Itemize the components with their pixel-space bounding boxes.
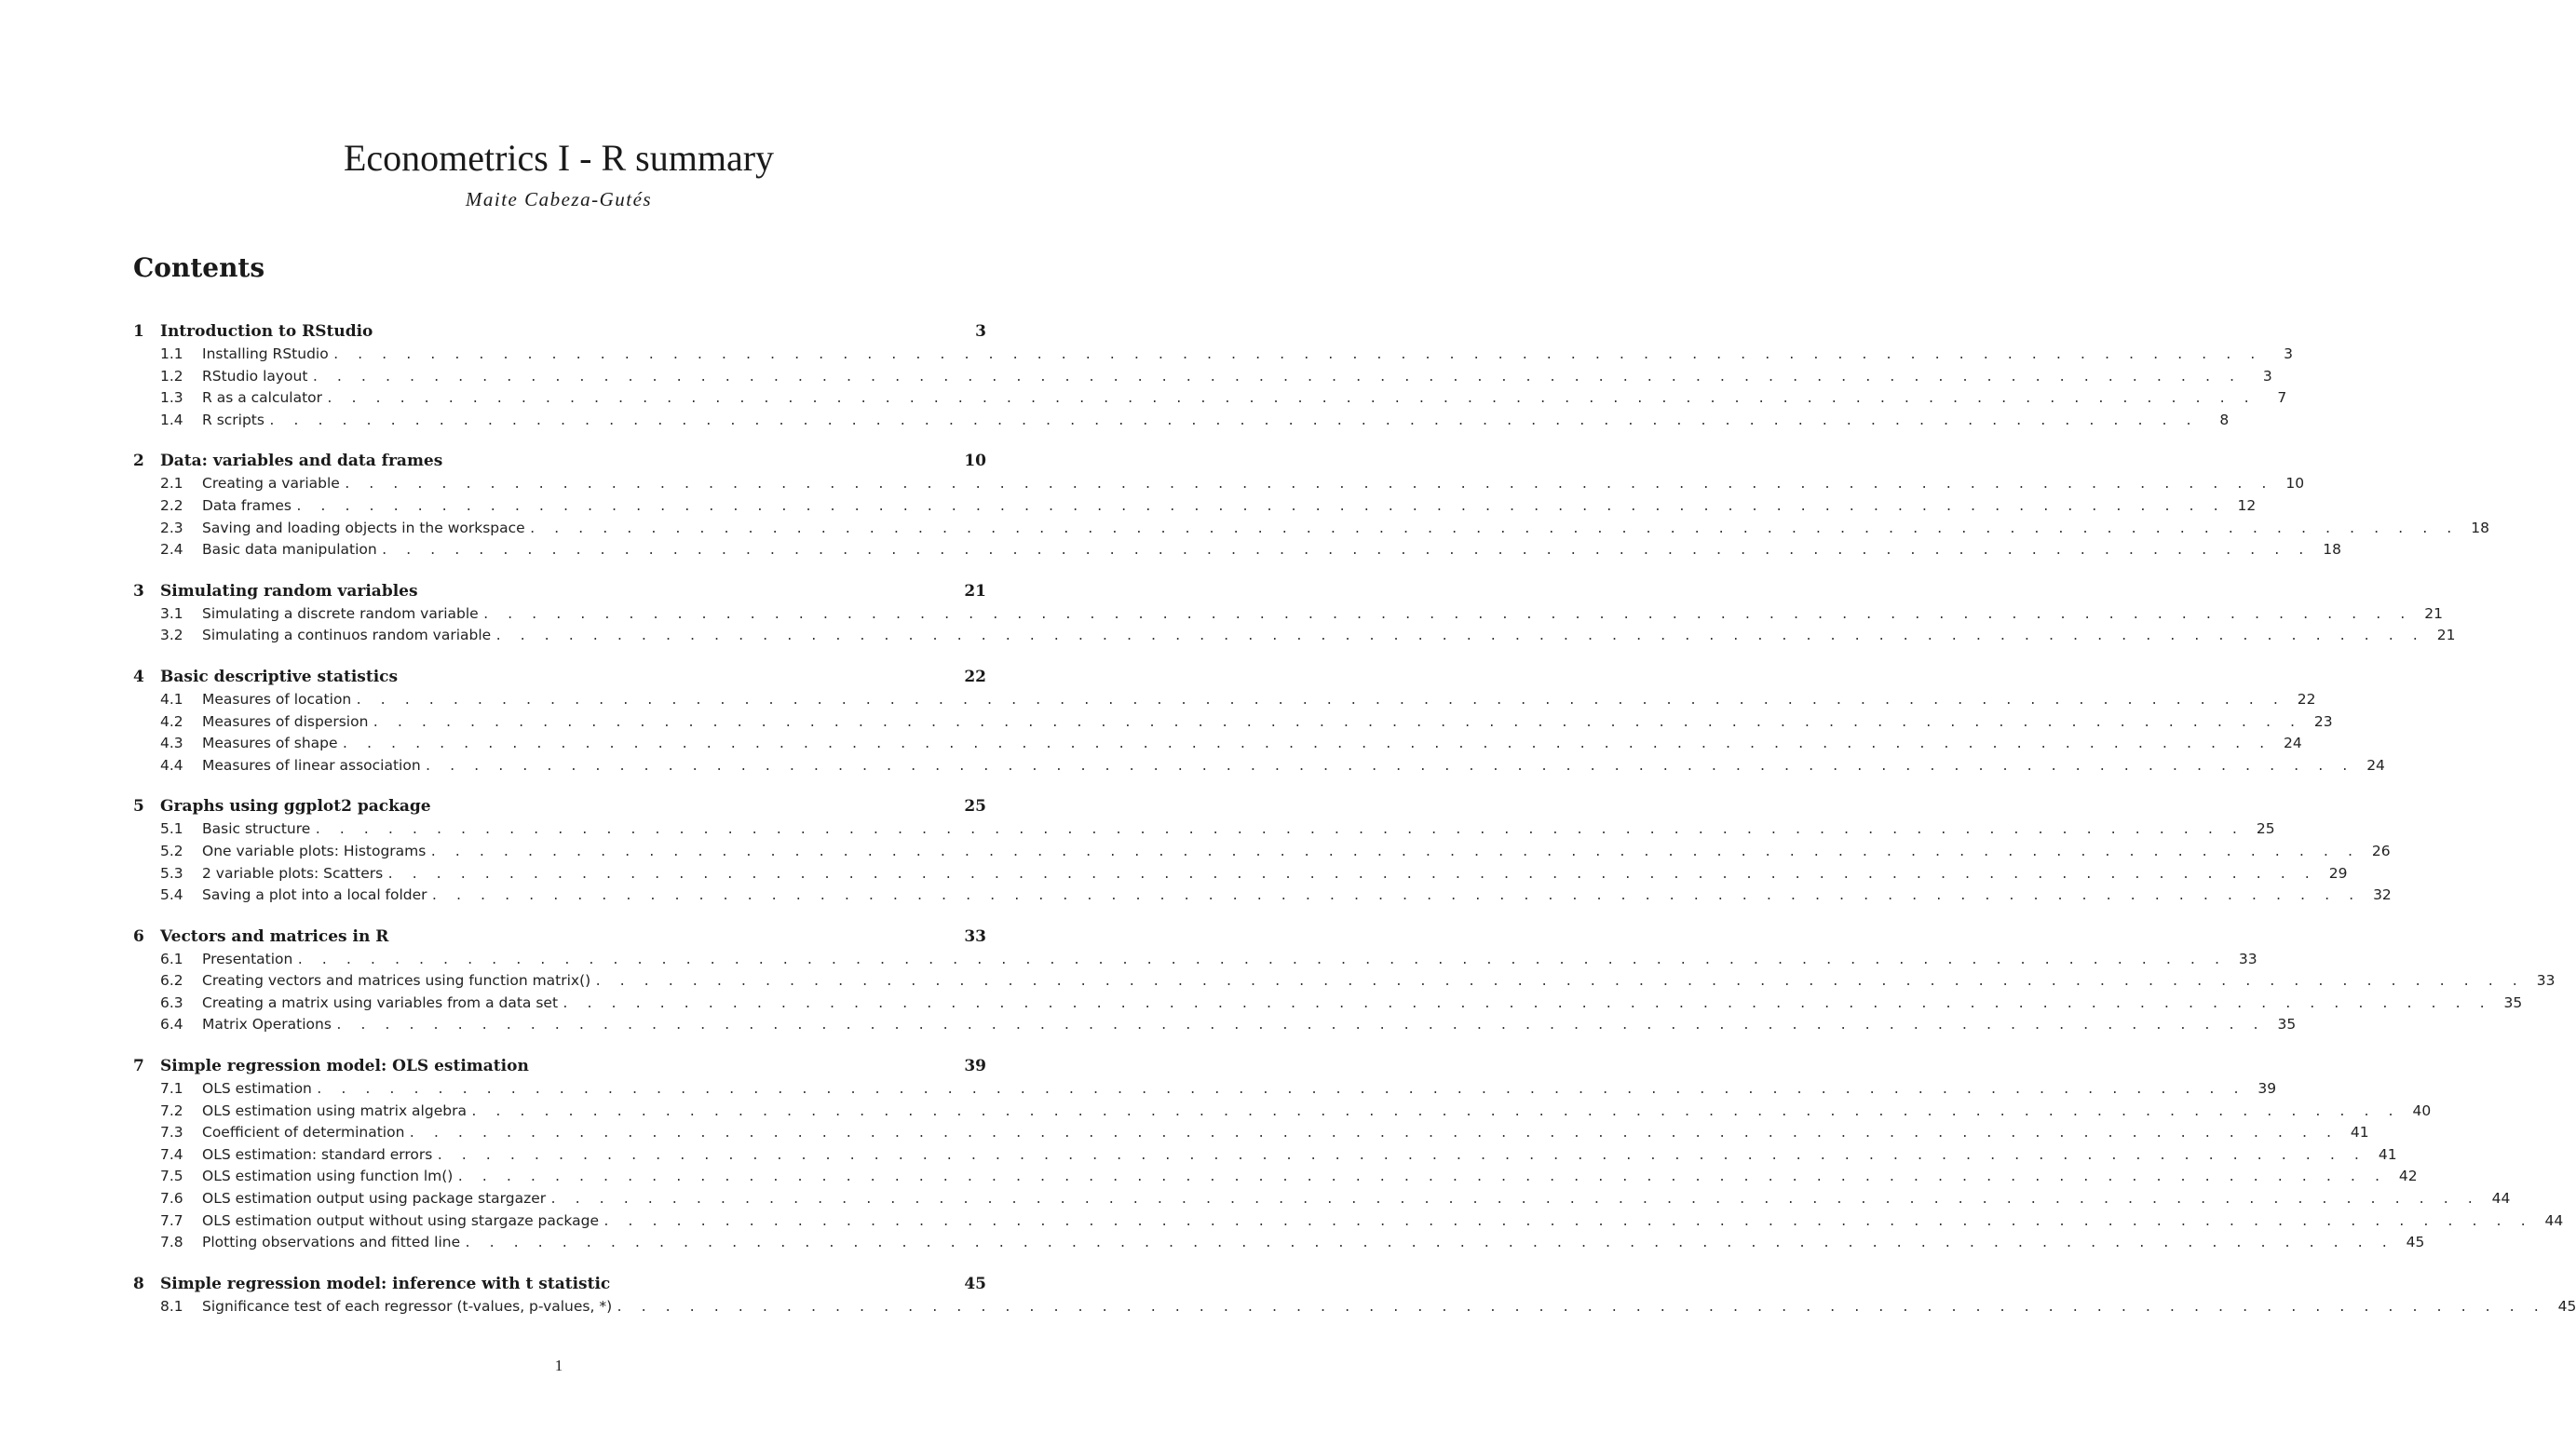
toc-subsection-number: 2.1 <box>160 475 183 493</box>
toc-subsection-number: 4.1 <box>160 690 183 708</box>
toc-subsection-entry[interactable] <box>133 993 2523 1015</box>
toc-subsection-number: 6.1 <box>160 950 183 967</box>
toc-subsection-entry[interactable] <box>133 885 2392 907</box>
toc-section <box>133 1054 2564 1254</box>
toc-subsection-entry[interactable] <box>133 1210 2564 1233</box>
toc-subsection-number: 5.4 <box>160 886 183 904</box>
dot-leader: . . . . . . . . . . . . . . . . . . . . . . . . . . . . . . . . . . . . . . . . . . . . . . . . . . . . . . . . . . . . . . . . . . . . . . . . . . . . . . . . <box>267 413 2198 428</box>
toc-subsection-number: 4.4 <box>160 756 183 774</box>
dot-leader: . . . . . . . . . . . . . . . . . . . . . . . . . . . . . . . . . . . . . . . . . . . . . . . . . . . . . . . . . . . . . . . . . . . . . . . . . . . . . . . . <box>296 953 2226 967</box>
toc-section-number: 4 <box>133 667 144 686</box>
toc-subsection-number: 4.2 <box>160 712 183 730</box>
toc-subsection-title: R as a calculator <box>202 389 323 407</box>
toc-subsection-title: Creating a matrix using variables from a data set <box>202 993 559 1011</box>
toc-section <box>133 1272 2576 1318</box>
toc-subsection-entry[interactable] <box>133 410 2230 432</box>
toc-section-title: Data: variables and data frames <box>160 452 443 471</box>
toc-subsection-entry[interactable] <box>133 1144 2397 1167</box>
dot-leader: . . . . . . . . . . . . . . . . . . . . . . . . . . . . . . . . . . . . . . . . . . . . . . . . . . . . . . . . . . . . . . . . . . . . . . . . . . . . . . . . <box>464 1237 2393 1251</box>
toc-section <box>133 794 2392 906</box>
document-title: Econometrics I - R summary <box>343 137 775 179</box>
dot-leader: . . . . . . . . . . . . . . . . . . . . . . . . . . . . . . . . . . . . . . . . . . . . . . . . . . . . . . . . . . . . . . . . . . . . . . . . . . . . . . . . <box>456 1170 2386 1185</box>
toc-subsection-number: 6.4 <box>160 1016 183 1034</box>
toc-subsection-entry[interactable] <box>133 711 2333 734</box>
document-author: Maite Cabeza-Gutés <box>465 188 653 210</box>
toc-subsection-page: 8 <box>2219 411 2230 428</box>
toc-section-title: Graphs using ggplot2 package <box>160 797 431 817</box>
toc-subsection-entry[interactable] <box>133 1122 2369 1144</box>
dot-leader: . . . . . . . . . . . . . . . . . . . . . . . . . . . . . . . . . . . . . . . . . . . . . . . . . . . . . . . . . . . . . . . . . . . . . . . . . . . . . . . . <box>355 693 2285 708</box>
toc-subsection-page: 25 <box>2256 820 2275 838</box>
toc-subsection-number: 7.5 <box>160 1168 183 1185</box>
toc-subsection-page: 44 <box>2544 1211 2564 1229</box>
toc-subsection-page: 35 <box>2503 993 2523 1011</box>
toc-subsection-page: 21 <box>2436 627 2456 644</box>
toc-subsection-number: 1.1 <box>160 345 183 362</box>
toc-section-title: Introduction to RStudio <box>160 322 373 341</box>
toc-subsection-title: Installing RStudio <box>202 345 329 362</box>
dot-leader: . . . . . . . . . . . . . . . . . . . . . . . . . . . . . . . . . . . . . . . . . . . . . . . . . . . . . . . . . . . . . . . . . . . . . . . . . . . . . . . . <box>372 715 2301 730</box>
dot-leader: . . . . . . . . . . . . . . . . . . . . . . . . . . . . . . . . . . . . . . . . . . . . . . . . . . . . . . . . . . . . . . . . . . . . . . . . . . . . . . . . <box>594 975 2524 990</box>
toc-subsection-page: 35 <box>2277 1016 2297 1034</box>
toc-subsection-title: Matrix Operations <box>202 1016 332 1034</box>
dot-leader: . . . . . . . . . . . . . . . . . . . . . . . . . . . . . . . . . . . . . . . . . . . . . . . . . . . . . . . . . . . . . . . . . . . . . . . . . . . . . . . . <box>495 629 2424 644</box>
toc-subsection-entry[interactable] <box>133 863 2348 885</box>
toc-subsection-title: Measures of linear association <box>202 756 421 774</box>
dot-leader: . . . . . . . . . . . . . . . . . . . . . . . . . . . . . . . . . . . . . . . . . . . . . . . . . . . . . . . . . . . . . . . . . . . . . . . . . . . . . . . . <box>481 607 2411 622</box>
toc-subsection-number: 8.1 <box>160 1297 183 1315</box>
toc-subsection-title: RStudio layout <box>202 367 308 385</box>
toc-section-entry[interactable] <box>133 925 986 949</box>
toc-subsection-entry[interactable] <box>133 387 2287 410</box>
dot-leader: . . . . . . . . . . . . . . . . . . . . . . . . . . . . . . . . . . . . . . . . . . . . . . . . . . . . . . . . . . . . . . . . . . . . . . . . . . . . . . . . <box>343 478 2273 493</box>
toc-subsection-page: 32 <box>2373 886 2392 904</box>
toc-subsection-page: 24 <box>2284 735 2302 752</box>
toc-subsection-title: Measures of location <box>202 690 352 708</box>
toc-section-page: 3 <box>975 322 986 341</box>
dot-leader: . . . . . . . . . . . . . . . . . . . . . . . . . . . . . . . . . . . . . . . . . . . . . . . . . . . . . . . . . . . . . . . . . . . . . . . . . . . . . . . . <box>436 1148 2366 1163</box>
toc-section-entry[interactable] <box>133 1272 986 1296</box>
toc-subsection-number: 1.2 <box>160 367 183 385</box>
toc-subsection-title: Saving and loading objects in the workspace <box>202 519 525 536</box>
toc-section-title: Simple regression model: OLS estimation <box>160 1057 529 1076</box>
dot-leader: . . . . . . . . . . . . . . . . . . . . . . . . . . . . . . . . . . . . . . . . . . . . . . . . . . . . . . . . . . . . . . . . . . . . . . . . . . . . . . . . <box>469 1104 2400 1119</box>
dot-leader: . . . . . . . . . . . . . . . . . . . . . . . . . . . . . . . . . . . . . . . . . . . . . . . . . . . . . . . . . . . . . . . . . . . . . . . . . . . . . . . . <box>549 1193 2479 1208</box>
toc-section-page: 39 <box>964 1057 986 1076</box>
table-of-contents <box>133 319 2576 1335</box>
toc-subsection-entry[interactable] <box>133 733 2302 755</box>
toc-subsection-entry[interactable] <box>133 1078 2277 1101</box>
toc-subsection-number: 6.2 <box>160 972 183 990</box>
toc-section-page: 10 <box>964 452 986 471</box>
toc-subsection-number: 5.2 <box>160 842 183 859</box>
toc-section-title: Simple regression model: inference with t statistic <box>160 1274 611 1293</box>
toc-subsection-entry[interactable] <box>133 344 2293 366</box>
toc-subsection-number: 5.1 <box>160 820 183 838</box>
toc-subsection-page: 33 <box>2536 972 2556 990</box>
dot-leader: . . . . . . . . . . . . . . . . . . . . . . . . . . . . . . . . . . . . . . . . . . . . . . . . . . . . . . . . . . . . . . . . . . . . . . . . . . . . . . . . <box>332 348 2261 362</box>
dot-leader: . . . . . . . . . . . . . . . . . . . . . . . . . . . . . . . . . . . . . . . . . . . . . . . . . . . . . . . . . . . . . . . . . . . . . . . . . . . . . . . . <box>602 1214 2532 1229</box>
toc-subsection-title: Presentation <box>202 950 293 967</box>
toc-subsection-page: 41 <box>2350 1124 2369 1142</box>
contents-heading: Contents <box>133 252 265 283</box>
toc-subsection-page: 42 <box>2398 1168 2418 1185</box>
dot-leader: . . . . . . . . . . . . . . . . . . . . . . . . . . . . . . . . . . . . . . . . . . . . . . . . . . . . . . . . . . . . . . . . . . . . . . . . . . . . . . . . <box>528 521 2458 536</box>
toc-subsection-title: OLS estimation: standard errors <box>202 1145 433 1163</box>
toc-subsection-title: Measures of shape <box>202 735 338 752</box>
toc-subsection-title: Creating a variable <box>202 475 340 493</box>
toc-subsection-number: 7.2 <box>160 1101 183 1119</box>
toc-subsection-number: 3.2 <box>160 627 183 644</box>
dot-leader: . . . . . . . . . . . . . . . . . . . . . . . . . . . . . . . . . . . . . . . . . . . . . . . . . . . . . . . . . . . . . . . . . . . . . . . . . . . . . . . . <box>341 737 2271 752</box>
toc-subsection-number: 1.4 <box>160 411 183 428</box>
toc-subsection-number: 7.1 <box>160 1080 183 1098</box>
toc-subsection-entry[interactable] <box>133 473 2305 495</box>
toc-section-number: 6 <box>133 926 144 946</box>
toc-subsection-entry[interactable] <box>133 625 2456 647</box>
dot-leader: . . . . . . . . . . . . . . . . . . . . . . . . . . . . . . . . . . . . . . . . . . . . . . . . . . . . . . . . . . . . . . . . . . . . . . . . . . . . . . . . <box>429 845 2359 859</box>
dot-leader: . . . . . . . . . . . . . . . . . . . . . . . . . . . . . . . . . . . . . . . . . . . . . . . . . . . . . . . . . . . . . . . . . . . . . . . . . . . . . . . . <box>386 867 2316 882</box>
toc-subsection-entry[interactable] <box>133 689 2316 711</box>
toc-section <box>133 925 2556 1036</box>
toc-subsection-title: Coefficient of determination <box>202 1124 405 1142</box>
toc-subsection-entry[interactable] <box>133 1232 2425 1254</box>
toc-subsection-page: 23 <box>2313 712 2333 730</box>
toc-section-entry[interactable] <box>133 319 986 344</box>
toc-subsection-number: 2.3 <box>160 519 183 536</box>
toc-section-number: 7 <box>133 1057 144 1076</box>
toc-section-page: 21 <box>964 581 986 601</box>
toc-subsection-title: Saving a plot into a local folder <box>202 886 427 904</box>
toc-section-title: Vectors and matrices in R <box>160 926 389 946</box>
toc-section-page: 22 <box>964 667 986 686</box>
toc-subsection-title: Measures of dispersion <box>202 712 369 730</box>
toc-section-number: 5 <box>133 797 144 817</box>
toc-section <box>133 449 2489 561</box>
toc-section-entry[interactable] <box>133 579 986 603</box>
toc-section-page: 25 <box>964 797 986 817</box>
toc-subsection-page: 45 <box>2406 1234 2425 1251</box>
toc-subsection-page: 26 <box>2371 842 2391 859</box>
toc-section-number: 8 <box>133 1274 144 1293</box>
toc-section-title: Simulating random variables <box>160 581 418 601</box>
toc-subsection-page: 24 <box>2366 756 2385 774</box>
toc-section-number: 2 <box>133 452 144 471</box>
toc-subsection-entry[interactable] <box>133 366 2272 388</box>
toc-subsection-title: Data frames <box>202 496 291 514</box>
toc-subsection-title: One variable plots: Histograms <box>202 842 427 859</box>
toc-subsection-page: 3 <box>2284 345 2293 362</box>
dot-leader: . . . . . . . . . . . . . . . . . . . . . . . . . . . . . . . . . . . . . . . . . . . . . . . . . . . . . . . . . . . . . . . . . . . . . . . . . . . . . . . . <box>380 544 2310 559</box>
toc-section-number: 1 <box>133 322 144 341</box>
dot-leader: . . . . . . . . . . . . . . . . . . . . . . . . . . . . . . . . . . . . . . . . . . . . . . . . . . . . . . . . . . . . . . . . . . . . . . . . . . . . . . . . <box>314 823 2244 838</box>
toc-subsection-page: 10 <box>2285 475 2305 493</box>
dot-leader: . . . . . . . . . . . . . . . . . . . . . . . . . . . . . . . . . . . . . . . . . . . . . . . . . . . . . . . . . . . . . . . . . . . . . . . . . . . . . . . . <box>424 759 2353 774</box>
toc-section-title: Basic descriptive statistics <box>160 667 399 686</box>
toc-subsection-title: R scripts <box>202 411 264 428</box>
toc-subsection-entry[interactable] <box>133 755 2385 777</box>
page-number: 1 <box>554 1357 563 1374</box>
toc-subsection-page: 45 <box>2557 1297 2576 1315</box>
dot-leader: . . . . . . . . . . . . . . . . . . . . . . . . . . . . . . . . . . . . . . . . . . . . . . . . . . . . . . . . . . . . . . . . . . . . . . . . . . . . . . . . <box>430 889 2360 904</box>
toc-subsection-entry[interactable] <box>133 518 2489 540</box>
toc-subsection-entry[interactable] <box>133 841 2391 863</box>
toc-subsection-number: 7.4 <box>160 1145 183 1163</box>
toc-subsection-title: Significance test of each regressor (t-values, p-values, *) <box>202 1297 613 1315</box>
toc-subsection-title: OLS estimation using function lm() <box>202 1168 454 1185</box>
toc-subsection-page: 33 <box>2238 950 2257 967</box>
toc-subsection-page: 12 <box>2237 496 2257 514</box>
toc-subsection-title: OLS estimation output without using stargaze package <box>202 1211 599 1229</box>
toc-subsection-number: 7.7 <box>160 1211 183 1229</box>
toc-section <box>133 665 2385 777</box>
toc-subsection-title: Creating vectors and matrices using function matrix() <box>202 972 591 990</box>
dot-leader: . . . . . . . . . . . . . . . . . . . . . . . . . . . . . . . . . . . . . . . . . . . . . . . . . . . . . . . . . . . . . . . . . . . . . . . . . . . . . . . . <box>334 1019 2265 1034</box>
toc-section-number: 3 <box>133 581 144 601</box>
toc-subsection-entry[interactable] <box>133 1101 2432 1123</box>
toc-subsection-page: 21 <box>2424 604 2443 622</box>
toc-subsection-title: OLS estimation <box>202 1080 312 1098</box>
toc-subsection-entry[interactable] <box>133 1188 2511 1210</box>
toc-section-page: 33 <box>964 926 986 946</box>
toc-subsection-page: 3 <box>2262 367 2272 385</box>
toc-subsection-entry[interactable] <box>133 818 2275 841</box>
toc-subsection-number: 4.3 <box>160 735 183 752</box>
toc-subsection-number: 2.4 <box>160 541 183 559</box>
toc-subsection-title: 2 variable plots: Scatters <box>202 864 384 882</box>
dot-leader: . . . . . . . . . . . . . . . . . . . . . . . . . . . . . . . . . . . . . . . . . . . . . . . . . . . . . . . . . . . . . . . . . . . . . . . . . . . . . . . . <box>311 370 2241 385</box>
dot-leader: . . . . . . . . . . . . . . . . . . . . . . . . . . . . . . . . . . . . . . . . . . . . . . . . . . . . . . . . . . . . . . . . . . . . . . . . . . . . . . . . <box>326 392 2256 407</box>
toc-subsection-number: 7.3 <box>160 1124 183 1142</box>
toc-subsection-page: 29 <box>2328 864 2348 882</box>
dot-leader: . . . . . . . . . . . . . . . . . . . . . . . . . . . . . . . . . . . . . . . . . . . . . . . . . . . . . . . . . . . . . . . . . . . . . . . . . . . . . . . . <box>408 1127 2338 1142</box>
toc-subsection-title: Basic structure <box>202 820 311 838</box>
toc-subsection-title: Simulating a continuos random variable <box>202 627 492 644</box>
toc-subsection-page: 44 <box>2491 1190 2511 1208</box>
toc-subsection-page: 18 <box>2323 541 2341 559</box>
toc-subsection-title: OLS estimation using matrix algebra <box>202 1101 467 1119</box>
toc-subsection-page: 40 <box>2412 1101 2432 1119</box>
toc-subsection-page: 7 <box>2277 389 2287 407</box>
toc-subsection-page: 41 <box>2378 1145 2397 1163</box>
toc-subsection-title: Simulating a discrete random variable <box>202 604 479 622</box>
toc-subsection-entry[interactable] <box>133 949 2257 971</box>
toc-section-entry[interactable] <box>133 794 986 818</box>
toc-subsection-entry[interactable] <box>133 1166 2418 1188</box>
toc-section-entry[interactable] <box>133 449 986 473</box>
toc-subsection-number: 2.2 <box>160 496 183 514</box>
toc-section-page: 45 <box>964 1274 986 1293</box>
toc-subsection-title: Basic data manipulation <box>202 541 377 559</box>
toc-subsection-number: 7.8 <box>160 1234 183 1251</box>
toc-subsection-entry[interactable] <box>133 1296 2576 1318</box>
toc-subsection-entry[interactable] <box>133 539 2341 561</box>
toc-subsection-page: 18 <box>2471 519 2489 536</box>
toc-subsection-title: OLS estimation output using package stargazer <box>202 1190 547 1208</box>
toc-subsection-page: 22 <box>2297 690 2316 708</box>
toc-subsection-page: 39 <box>2257 1080 2277 1098</box>
toc-subsection-number: 7.6 <box>160 1190 183 1208</box>
toc-section <box>133 579 2456 647</box>
toc-subsection-number: 5.3 <box>160 864 183 882</box>
toc-subsection-number: 6.3 <box>160 993 183 1011</box>
dot-leader: . . . . . . . . . . . . . . . . . . . . . . . . . . . . . . . . . . . . . . . . . . . . . . . . . . . . . . . . . . . . . . . . . . . . . . . . . . . . . . . . <box>616 1300 2545 1315</box>
dot-leader: . . . . . . . . . . . . . . . . . . . . . . . . . . . . . . . . . . . . . . . . . . . . . . . . . . . . . . . . . . . . . . . . . . . . . . . . . . . . . . . . <box>315 1083 2245 1098</box>
toc-subsection-entry[interactable] <box>133 603 2443 626</box>
toc-section-entry[interactable] <box>133 1054 986 1078</box>
toc-subsection-title: Plotting observations and fitted line <box>202 1234 461 1251</box>
toc-section <box>133 319 2293 431</box>
toc-subsection-entry[interactable] <box>133 970 2556 993</box>
toc-subsection-number: 1.3 <box>160 389 183 407</box>
toc-subsection-entry[interactable] <box>133 495 2257 518</box>
dot-leader: . . . . . . . . . . . . . . . . . . . . . . . . . . . . . . . . . . . . . . . . . . . . . . . . . . . . . . . . . . . . . . . . . . . . . . . . . . . . . . . . <box>562 996 2491 1011</box>
toc-subsection-entry[interactable] <box>133 1014 2297 1036</box>
toc-subsection-number: 3.1 <box>160 604 183 622</box>
toc-section-entry[interactable] <box>133 665 986 689</box>
dot-leader: . . . . . . . . . . . . . . . . . . . . . . . . . . . . . . . . . . . . . . . . . . . . . . . . . . . . . . . . . . . . . . . . . . . . . . . . . . . . . . . . <box>294 499 2225 514</box>
